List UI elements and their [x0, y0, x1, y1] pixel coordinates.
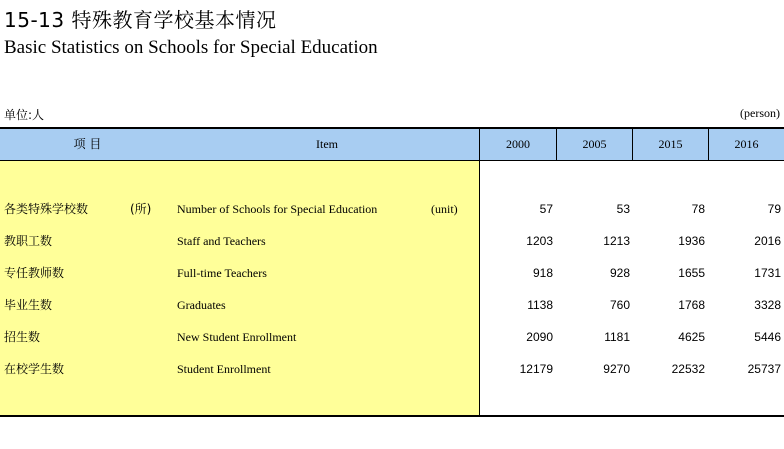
row-label-chinese: 教职工数: [4, 234, 53, 248]
header-year-2005: 2005: [582, 137, 607, 151]
value-2005: 928: [609, 266, 630, 280]
row-unit-chinese: (所): [130, 202, 152, 216]
header-year-2000: 2000: [506, 137, 530, 151]
page-title-chinese: 15-13 特殊教育学校基本情况: [4, 8, 277, 32]
value-2016: 3328: [754, 298, 781, 312]
value-2000: 918: [532, 266, 553, 280]
value-2015: 4625: [678, 330, 705, 344]
unit-label-english: (person): [740, 106, 780, 120]
value-2005: 53: [616, 202, 630, 216]
value-2005: 760: [609, 298, 630, 312]
value-2016: 2016: [754, 234, 781, 248]
value-2015: 1768: [678, 298, 705, 312]
value-2000: 1138: [527, 298, 553, 312]
row-label-english: Staff and Teachers: [177, 234, 266, 248]
table-bottom-rule: [0, 415, 784, 417]
value-2000: 1203: [526, 234, 553, 248]
value-2000: 12179: [519, 362, 553, 376]
statistics-table: [0, 127, 784, 417]
row-label-english: Number of Schools for Special Education: [177, 202, 378, 216]
unit-label-chinese: 单位:人: [4, 108, 45, 122]
value-2015: 1936: [678, 234, 705, 248]
row-label-english: Full-time Teachers: [177, 266, 267, 280]
value-2005: 9270: [603, 362, 630, 376]
table-row: [0, 321, 784, 353]
value-2016: 1731: [754, 266, 781, 280]
value-2016: 25737: [747, 362, 781, 376]
value-2015: 78: [691, 202, 705, 216]
table-row: [0, 353, 784, 385]
header-item-english: Item: [316, 137, 338, 151]
value-2016: 79: [767, 202, 781, 216]
row-label-chinese: 毕业生数: [4, 298, 53, 312]
row-unit-english: (unit): [431, 202, 458, 216]
row-label-english: Student Enrollment: [177, 362, 271, 376]
header-year-2015: 2015: [658, 137, 683, 151]
header-item-chinese: 项 目: [73, 137, 102, 151]
value-2000: 2090: [526, 330, 553, 344]
table-row: [0, 289, 784, 321]
row-label-chinese: 各类特殊学校数: [4, 202, 89, 216]
value-2015: 22532: [671, 362, 705, 376]
table-header-row: [0, 129, 784, 161]
table-row: [0, 257, 784, 289]
row-label-english: Graduates: [177, 298, 226, 312]
page-title-english: Basic Statistics on Schools for Special Education: [4, 37, 378, 58]
header-year-2016: 2016: [734, 137, 759, 151]
value-2005: 1181: [604, 330, 630, 344]
value-2015: 1655: [678, 266, 705, 280]
table-row: [0, 225, 784, 257]
row-label-chinese: 专任教师数: [4, 266, 65, 280]
value-2016: 5446: [754, 330, 781, 344]
value-2000: 57: [539, 202, 553, 216]
table-row: [0, 193, 784, 225]
row-label-english: New Student Enrollment: [177, 330, 297, 344]
row-label-chinese: 在校学生数: [4, 362, 65, 376]
value-2005: 1213: [603, 234, 630, 248]
row-label-chinese: 招生数: [4, 330, 41, 344]
